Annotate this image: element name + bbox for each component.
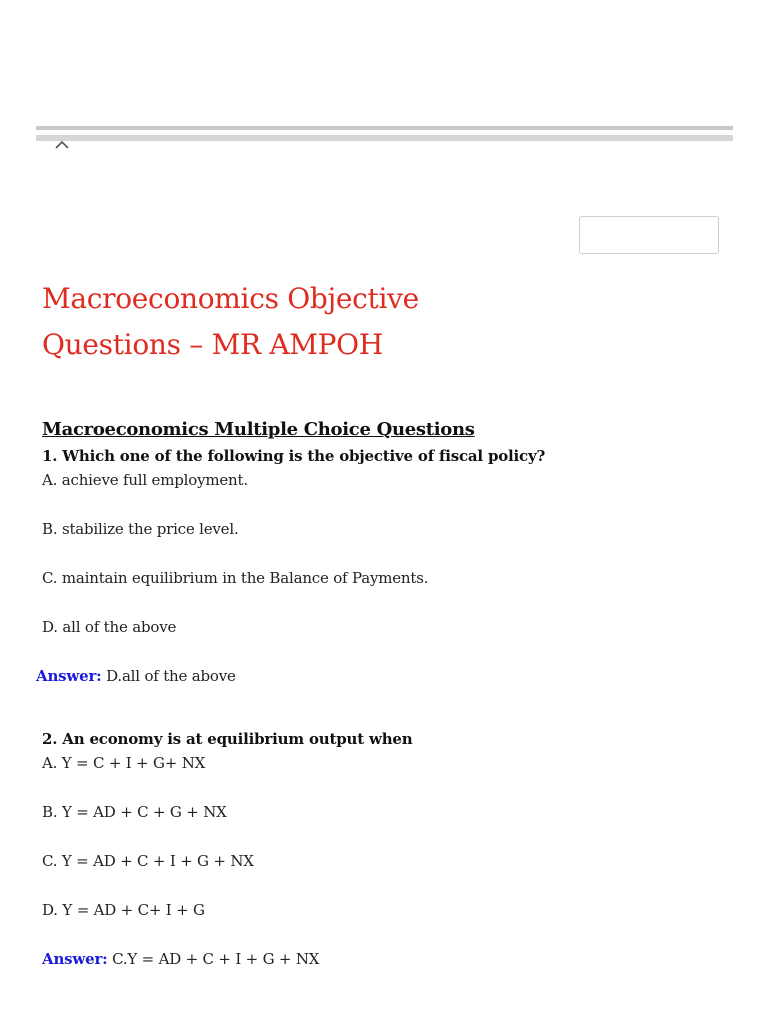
question-2: 2. An economy is at equilibrium output when [42,730,413,748]
answer-label: Answer: [36,667,102,685]
question-1-option-b: B. stabilize the price level. [42,520,239,538]
question-2-option-c: C. Y = AD + C + I + G + NX [42,852,254,870]
question-2-option-b: B. Y = AD + C + G + NX [42,803,227,821]
answer-value: D.all of the above [106,667,236,685]
article-content [36,416,732,971]
answer-label: Answer: [42,950,108,968]
answer-value: C.Y = AD + C + I + G + NX [112,950,320,968]
page-title: Macroeconomics Objective Questions – MR AMPOH [42,282,419,361]
search-input[interactable] [579,216,719,254]
section-heading: Macroeconomics Multiple Choice Questions [42,419,475,440]
header-divider-secondary [36,135,733,141]
question-2-option-d: D. Y = AD + C+ I + G [42,901,205,919]
question-1-answer [36,664,732,688]
header-divider [36,126,733,130]
question-2-answer [42,947,732,971]
question-2-option-a: A. Y = C + I + G+ NX [42,754,206,772]
question-1-option-d: D. all of the above [42,618,177,636]
question-1-option-a: A. achieve full employment. [42,471,248,489]
question-1: 1. Which one of the following is the objective of fiscal policy? [42,447,546,465]
question-1-option-c: C. maintain equilibrium in the Balance of Payments. [42,569,429,587]
chevron-up-icon[interactable] [54,138,70,150]
